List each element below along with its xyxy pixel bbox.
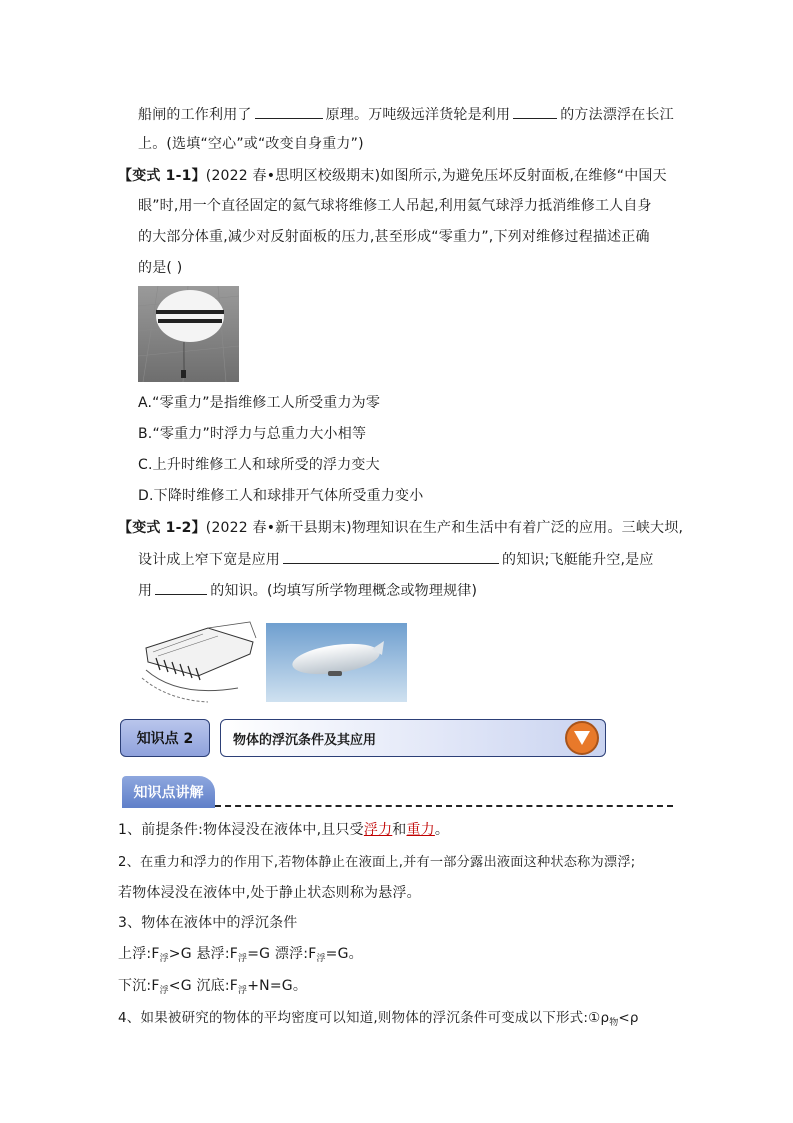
variant-1-1-line-1: 【变式 1-1】(2022 春•思明区校级期末)如图所示,为避免压坏反射面板,在维修“中国天 — [118, 168, 667, 184]
point-3: 3、物体在液体中的浮沉条件 — [118, 915, 298, 931]
explanation-tab: 知识点讲解 — [122, 776, 215, 808]
chevron-down-icon — [574, 731, 590, 745]
point-1: 1、前提条件:物体浸没在液体中,且只受浮力和重力。 — [118, 822, 450, 838]
variant-1-1-line-2: 眼”时,用一个直径固定的氦气球将维修工人吊起,利用氦气球浮力抵消维修工人自身 — [138, 198, 652, 214]
option-d: D.下降时维修工人和球排开气体所受重力变小 — [138, 488, 424, 504]
knowledge-point-title: 物体的浮沉条件及其应用 — [220, 719, 606, 757]
answer-blank — [513, 104, 557, 119]
question-line-2: 上。(选填“空心”或“改变自身重力”) — [138, 136, 364, 152]
variant-1-2-line-1: 【变式 1-2】(2022 春•新干县期末)物理知识在生产和生活中有着广泛的应用。三峡大坝, — [118, 520, 684, 536]
three-gorges-dam-sketch — [138, 618, 258, 704]
helium-balloon-photo — [138, 286, 239, 382]
airship-photo — [266, 623, 407, 702]
gravity-term: 重力 — [406, 822, 435, 838]
float-conditions-line-2: 下沉$:F_浮<G$ 沉底$:F_浮+N=G$。 — [118, 978, 308, 996]
variant-1-2-line-3: 用 的知识。(均填写所学物理概念或物理规律) — [138, 580, 477, 601]
float-conditions-line-1: 上浮$:F_浮>G$ 悬浮$:F_浮=G$ 漂浮$:F_浮=G$。 — [118, 946, 363, 964]
expand-button[interactable] — [565, 721, 599, 755]
variant-1-1-line-3: 的大部分体重,减少对反射面板的压力,甚至形成“零重力”,下列对维修过程描述正确 — [138, 229, 650, 245]
divider — [215, 805, 673, 807]
buoyancy-term: 浮力 — [363, 822, 393, 838]
option-a: A.“零重力”是指维修工人所受重力为零 — [138, 395, 381, 411]
variant-1-1-line-4: 的是( ) — [138, 260, 183, 276]
option-c: C.上升时维修工人和球所受的浮力变大 — [138, 457, 380, 473]
answer-blank — [155, 580, 207, 595]
option-b: B.“零重力”时浮力与总重力大小相等 — [138, 426, 367, 442]
answer-blank — [283, 549, 499, 564]
point-4: 4、如果被研究的物体的平均密度可以知道,则物体的浮沉条件可变成以下形式$:①\rho_物<\rho$ — [118, 1010, 639, 1028]
answer-blank — [255, 104, 323, 119]
point-2-line-2: 若物体浸没在液体中,处于静止状态则称为悬浮。 — [118, 885, 421, 901]
variant-1-2-line-2: 设计成上窄下宽是应用 的知识;飞艇能升空,是应 — [138, 549, 654, 570]
point-2-line-1: 2、在重力和浮力的作用下,若物体静止在液面上,并有一部分露出液面这种状态称为漂浮; — [118, 855, 636, 870]
question-line-1: 船闸的工作利用了 原理。万吨级远洋货轮是利用 的方法漂浮在长江 — [138, 104, 674, 125]
knowledge-point-label: 知识点 2 — [120, 719, 210, 757]
